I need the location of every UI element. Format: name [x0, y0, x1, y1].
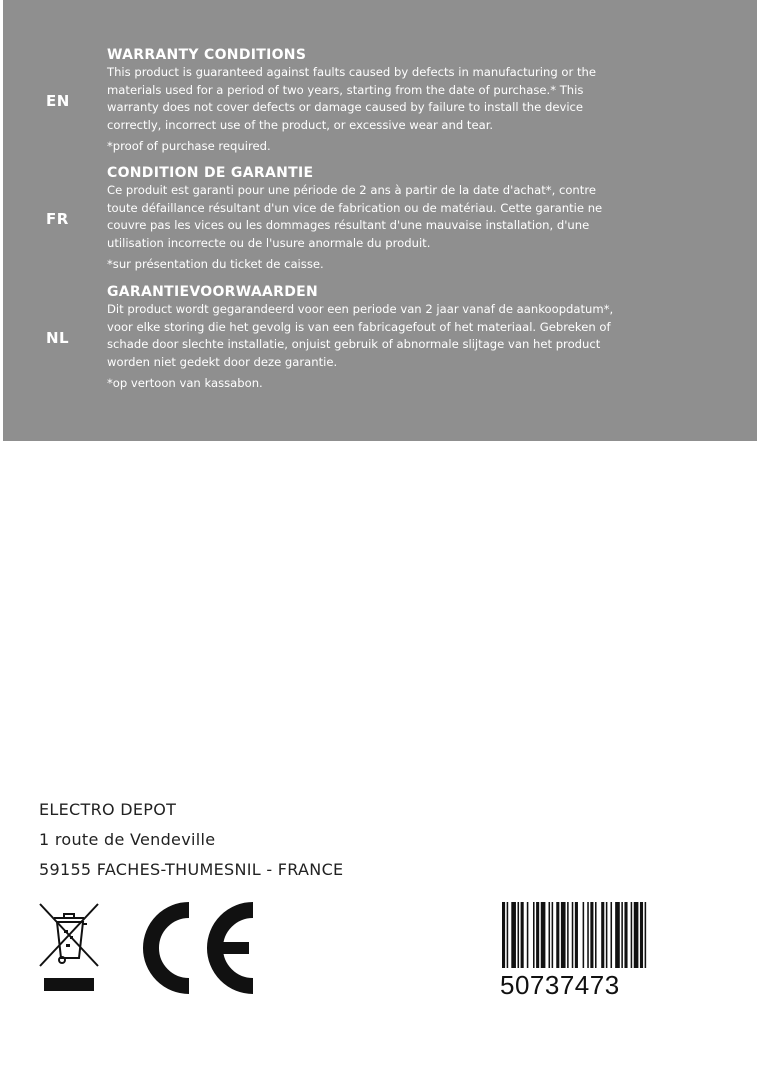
barcode-bar: [615, 902, 620, 968]
body-line: Ce produit est garanti pour une période de 2 ans à partir de la date d'achat*, contre: [107, 183, 596, 197]
section-content: [107, 283, 637, 391]
ce-mark-icon: [133, 902, 259, 994]
barcode-bar: [552, 902, 554, 968]
body-line: This product is guaranteed against faults caused by defects in manufacturing or the: [107, 65, 596, 79]
language-code: EN: [46, 92, 70, 110]
barcode-bar: [536, 902, 539, 968]
barcode-bar: [587, 902, 589, 968]
barcode-bar: [549, 902, 551, 968]
barcode-bar: [575, 902, 578, 968]
barcode-bar: [507, 902, 509, 968]
section-title: CONDITION DE GARANTIE: [107, 165, 314, 181]
manufacturer-address: [39, 795, 343, 885]
barcode-bar: [631, 902, 633, 968]
barcode-bar: [541, 902, 546, 968]
warranty-panel: [3, 0, 757, 441]
street-address: 1 route de Vendeville: [39, 830, 216, 849]
barcode-bar: [645, 902, 647, 968]
body-line: Dit product wordt gegarandeerd voor een periode van 2 jaar vanaf de aankoopdatum*,: [107, 302, 614, 316]
section-title: WARRANTY CONDITIONS: [107, 47, 307, 63]
language-code: NL: [46, 329, 70, 347]
body-line: voor elke storing die het gevolg is van een fabricagefout of het materiaal. Gebreken of: [107, 319, 611, 334]
barcode-bar: [621, 902, 623, 968]
section-footnote: *sur présentation du ticket de caisse.: [107, 257, 324, 271]
barcode-bar: [511, 902, 516, 968]
barcode-bar: [590, 902, 593, 968]
barcode-bar: [533, 902, 535, 968]
section-title: GARANTIEVOORWAARDEN: [107, 284, 319, 300]
barcode-bar: [601, 902, 604, 968]
section-content: [107, 46, 637, 154]
barcode-bar: [640, 902, 643, 968]
body-line: materials used for a period of two years, starting from the date of purchase.* This: [107, 82, 584, 97]
barcode-bar: [527, 902, 529, 968]
barcode-number: 50737473: [500, 970, 620, 1000]
barcode-bar: [611, 902, 613, 968]
crossed-out-wheelie-bin-icon: [38, 902, 100, 994]
barcode-bar: [556, 902, 559, 968]
barcode-bar: [595, 902, 597, 968]
barcode-bar: [634, 902, 639, 968]
barcode-bar: [572, 902, 574, 968]
barcode-bar: [624, 902, 627, 968]
barcode-bar: [606, 902, 608, 968]
section-footnote: *proof of purchase required.: [107, 139, 271, 153]
body-line: toute défaillance résultant d'un vice de fabrication ou de matériau. Cette garantie ne: [107, 200, 603, 215]
body-line: utilisation incorrecte ou de l'usure anormale du produit.: [107, 235, 431, 250]
company-name: ELECTRO DEPOT: [39, 800, 177, 819]
barcode-bar: [583, 902, 585, 968]
barcode-bar: [521, 902, 524, 968]
barcode-bar: [567, 902, 569, 968]
section-footnote: *op vertoon van kassabon.: [107, 376, 263, 390]
body-line: couvre pas les vices ou les dommages résultant d'une mauvaise installation, d'une: [107, 218, 590, 232]
section-body: [107, 301, 637, 371]
body-line: schade door slechte installatie, onjuist gebruik of abnormale slijtage van het product: [107, 337, 601, 351]
body-line: worden niet gedekt door deze garantie.: [107, 354, 338, 369]
section-body: [107, 64, 637, 134]
body-line: correctly, incorrect use of the product, or excessive wear and tear.: [107, 117, 494, 132]
body-line: warranty does not cover defects or damage caused by failure to install the device: [107, 100, 584, 114]
barcode-bar: [561, 902, 566, 968]
barcode-bar: [518, 902, 520, 968]
section-content: [107, 164, 637, 272]
barcode-bar: [502, 902, 505, 968]
language-code: FR: [46, 210, 69, 228]
city-country: 59155 FACHES-THUMESNIL - FRANCE: [39, 860, 344, 879]
section-body: [107, 182, 637, 252]
